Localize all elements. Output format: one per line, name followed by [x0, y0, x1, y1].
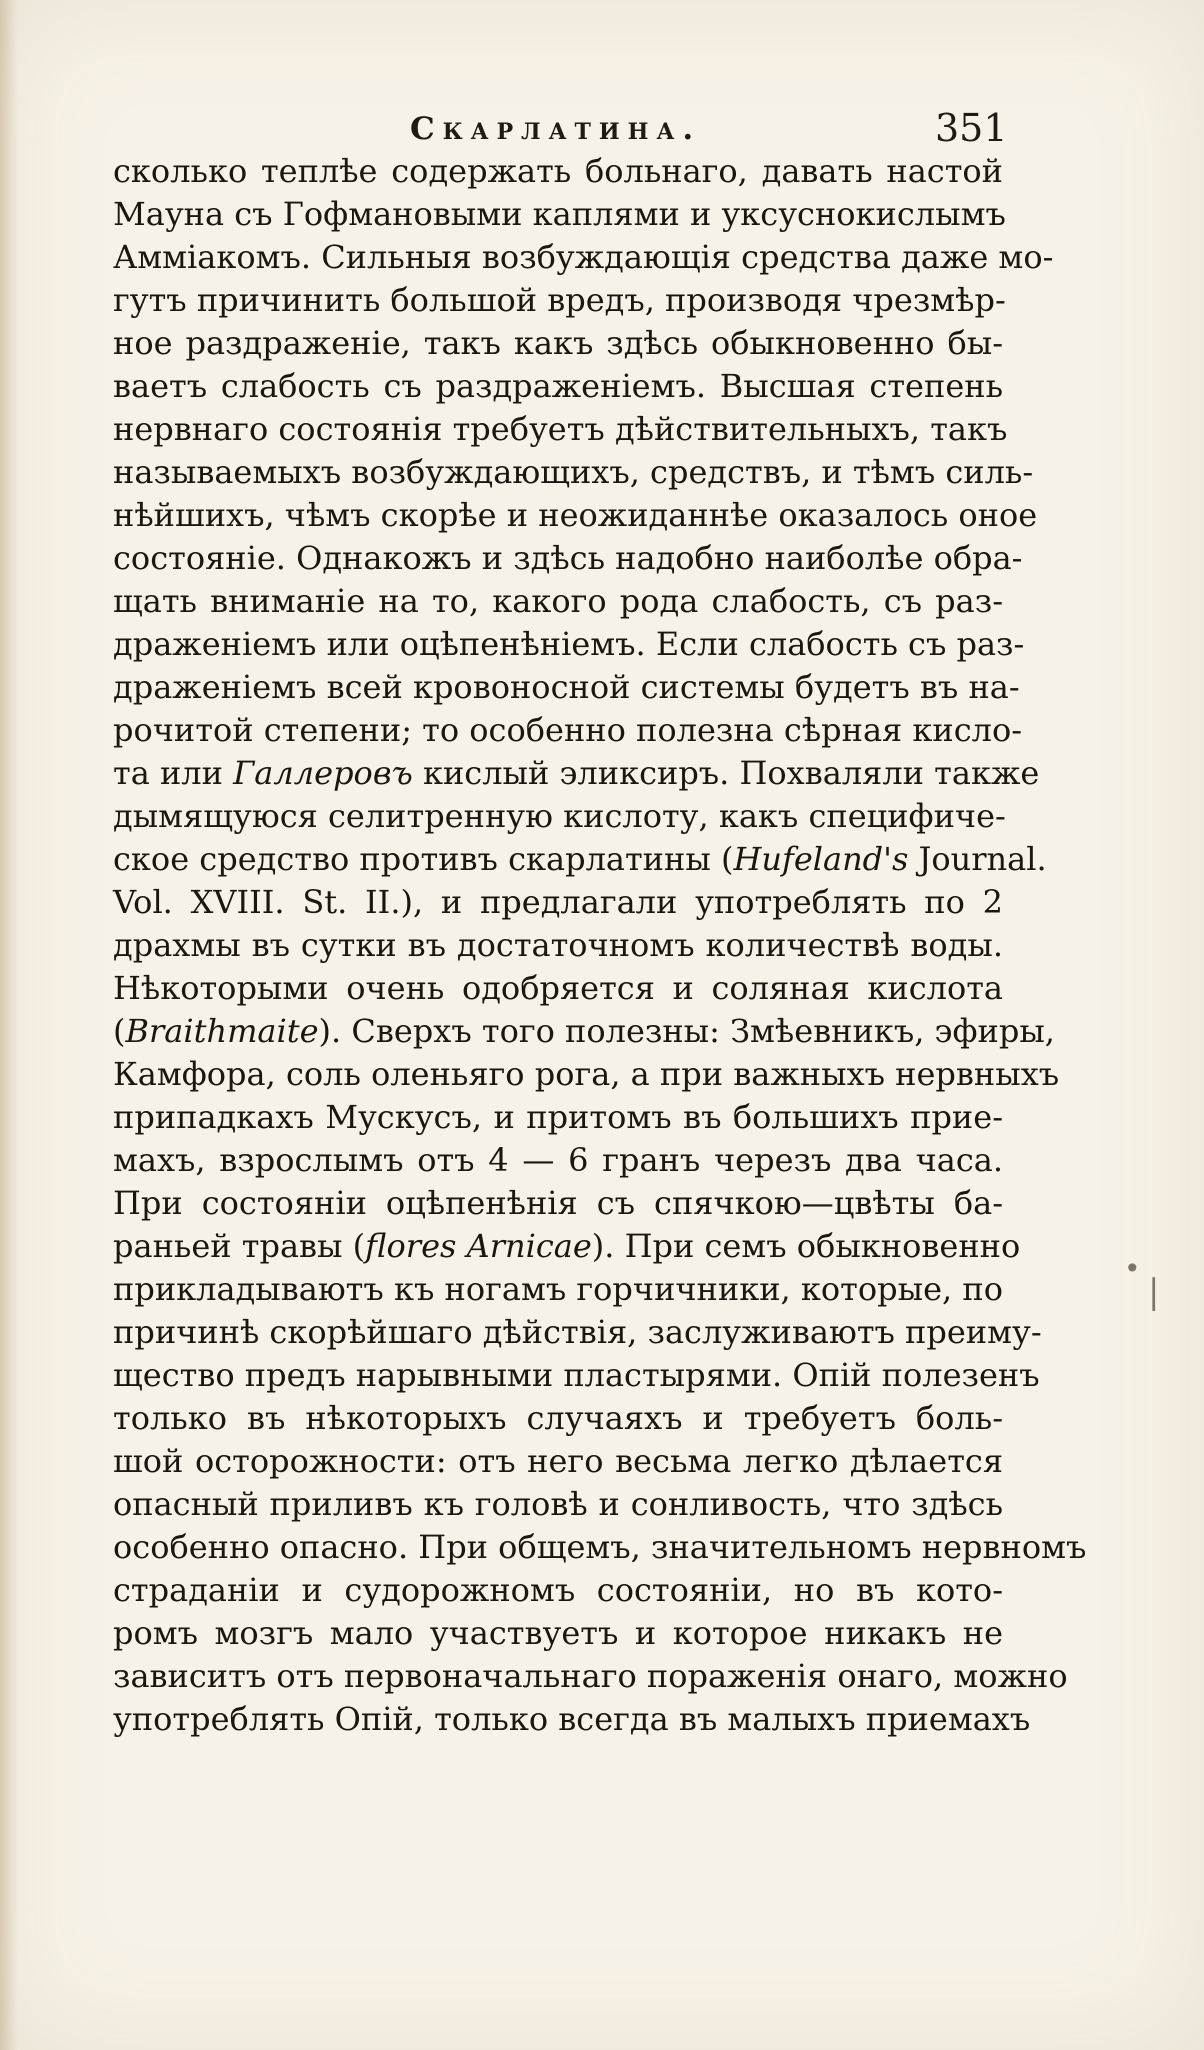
text-line: [113, 451, 1034, 494]
line-text: раньей травы (: [113, 1227, 366, 1265]
text-line: [113, 623, 1025, 666]
line-text: ). При семъ обыкновенно: [591, 1227, 1021, 1265]
margin-mark: •: [1124, 1252, 1141, 1285]
line-text: ское средство противъ скарлатины (: [113, 840, 734, 878]
text-line: [113, 1569, 1003, 1612]
text-line: [113, 1440, 1003, 1483]
line-text: ). Сверхъ того полезны: Змѣевникъ, эфиры,: [318, 1012, 1055, 1050]
text-line: [113, 1483, 1003, 1526]
text-line: [113, 838, 1047, 881]
line-text: Аммiакомъ. Сильныя возбуждающiя средства даже мо-: [113, 238, 1054, 276]
text-line: [113, 322, 1003, 365]
line-text: особенно опасно. При общемъ, значительномъ нервномъ: [113, 1528, 1087, 1566]
line-text: ромъ мозгъ мало участвуетъ и которое никакъ не: [113, 1614, 1003, 1652]
text-line: [113, 408, 1008, 451]
italic-text: flores Arnicae: [365, 1227, 592, 1265]
text-line: [113, 1096, 1003, 1139]
line-text: махъ, взрослымъ отъ 4 — 6 гранъ черезъ два часа.: [113, 1141, 1003, 1179]
line-text: опасный приливъ къ головѣ и сонливость, что здѣсь: [113, 1485, 1003, 1523]
line-text: драженiемъ или оцѣпенѣнiемъ. Если слабость съ раз-: [113, 625, 1025, 663]
text-line: [113, 967, 1003, 1010]
line-text: Нѣкоторыми очень одобряется и соляная кислота: [113, 969, 1003, 1007]
text-line: [113, 1182, 1003, 1225]
line-text: (: [113, 1012, 126, 1050]
text-line: [113, 150, 1003, 193]
italic-text: Hufeland's: [733, 840, 909, 878]
margin-mark: |: [1148, 1272, 1160, 1312]
line-text: Мауна съ Гофмановыми каплями и уксуснокислымъ: [113, 195, 1006, 233]
text-line: [113, 537, 1023, 580]
line-text: зависитъ отъ первоначальнаго пораженiя онаго, можно: [113, 1657, 1068, 1695]
line-text: драхмы въ сутки въ достаточномъ количествѣ воды.: [113, 926, 1003, 964]
line-text: та или: [113, 754, 234, 792]
line-text: припадкахъ Мускусъ, и притомъ въ большихъ прие-: [113, 1098, 1003, 1136]
text-line: [113, 1311, 1042, 1354]
text-line: [113, 580, 1003, 623]
text-line: [113, 1268, 1003, 1311]
text-line: [113, 924, 1003, 967]
page-header: [0, 104, 1204, 154]
line-text: только въ нѣкоторыхъ случаяхъ и требуетъ боль-: [113, 1399, 1003, 1437]
text-line: [113, 1397, 1003, 1440]
line-text: Камфора, соль оленьяго рога, а при важныхъ нервныхъ: [113, 1055, 1060, 1093]
line-text: щество предъ нарывными пластырями. Опiй полезенъ: [113, 1356, 1040, 1394]
text-line: [113, 1010, 1055, 1053]
line-text: драженiемъ всей кровоносной системы будетъ въ на-: [113, 668, 1020, 706]
line-text: гутъ причинить большой вредъ, производя чрезмѣр-: [113, 281, 1006, 319]
page-number: 351: [935, 106, 1008, 150]
text-line: [113, 881, 1003, 924]
line-text: кислый эликсиръ. Похваляли также: [412, 754, 1040, 792]
line-text: При состоянiи оцѣпенѣнiя съ спячкою—цвѣты ба-: [113, 1184, 1003, 1222]
line-text: нѣйшихъ, чѣмъ скорѣе и неожиданнѣе оказалось оное: [113, 496, 1038, 534]
line-text: употреблять Опiй, только всегда въ малыхъ приемахъ: [113, 1700, 1031, 1738]
text-line: [113, 666, 1020, 709]
text-line: [113, 1698, 1031, 1741]
line-text: прикладываютъ къ ногамъ горчичники, которые, по: [113, 1270, 1003, 1308]
text-line: [113, 365, 1003, 408]
text-line: [113, 1655, 1068, 1698]
line-text: страданiи и судорожномъ состоянiи, но въ кото-: [113, 1571, 1003, 1609]
text-line: [113, 193, 1006, 236]
line-text: причинѣ скорѣйшаго дѣйствiя, заслуживаютъ преиму-: [113, 1313, 1042, 1351]
line-text: шой осторожности: отъ него весьма легко дѣлается: [113, 1442, 1003, 1480]
line-text: называемыхъ возбуждающихъ, средствъ, и тѣмъ силь-: [113, 453, 1034, 491]
text-line: [113, 1612, 1003, 1655]
running-title: Скарлатина.: [410, 111, 702, 147]
text-line: [113, 1225, 1021, 1268]
text-line: [113, 1139, 1003, 1182]
text-line: [113, 279, 1006, 322]
text-line: [113, 236, 1054, 279]
text-line: [113, 795, 1006, 838]
text-line: [113, 494, 1038, 537]
line-text: Vol. XVIII. St. II.), и предлагали употреблять по 2: [113, 883, 1003, 921]
line-text: состоянiе. Однакожъ и здѣсь надобно наиболѣе обра-: [113, 539, 1023, 577]
binding-edge: [0, 0, 18, 2050]
line-text: щать вниманiе на то, какого рода слабость, съ раз-: [113, 582, 1003, 620]
text-line: [113, 709, 1023, 752]
text-line: [113, 752, 1040, 795]
line-text: Journal.: [908, 840, 1047, 878]
line-text: рочитой степени; то особенно полезна сѣрная кисло-: [113, 711, 1023, 749]
text-line: [113, 1526, 1087, 1569]
text-line: [113, 1354, 1040, 1397]
line-text: ваетъ слабость съ раздраженiемъ. Высшая степень: [113, 367, 1003, 405]
line-text: ное раздраженiе, такъ какъ здѣсь обыкновенно бы-: [113, 324, 1003, 362]
text-line: [113, 1053, 1060, 1096]
line-text: нервнаго состоянiя требуетъ дѣйствительныхъ, такъ: [113, 410, 1008, 448]
main-text: [113, 150, 1087, 1800]
italic-text: Галлеровъ: [233, 754, 413, 792]
italic-text: Braithmaite: [125, 1012, 319, 1050]
line-text: сколько теплѣе содержать больнаго, давать настой: [113, 152, 1003, 190]
line-text: дымящуюся селитренную кислоту, какъ специфиче-: [113, 797, 1006, 835]
